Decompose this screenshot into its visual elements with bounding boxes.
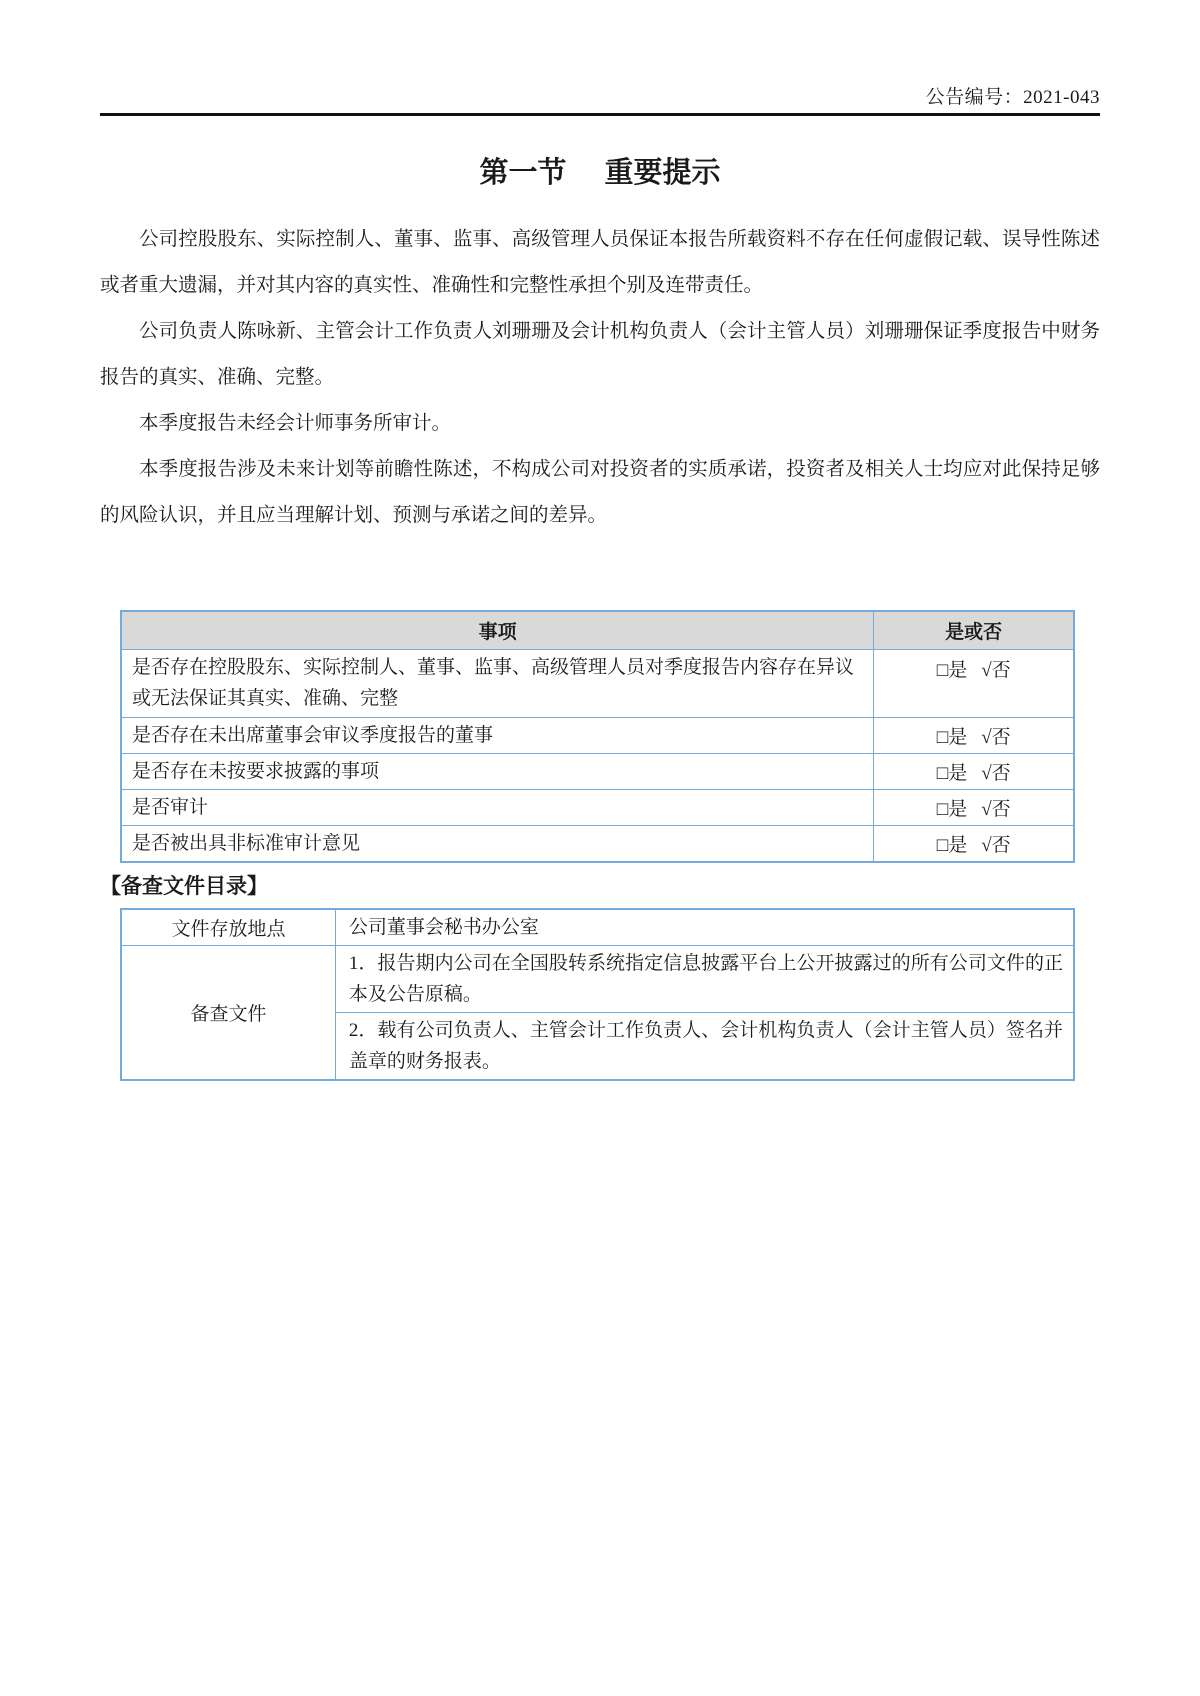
no-checked: √否	[981, 798, 1011, 820]
page-title	[0, 150, 1200, 191]
yes-checkbox: □是	[936, 726, 968, 748]
table-row	[121, 825, 1074, 862]
yes-checkbox: □是	[936, 834, 968, 856]
page-title-section: 第一节	[479, 157, 567, 189]
docs-section-heading: 【备查文件目录】	[100, 875, 268, 898]
item-cell: 是否存在控股股东、实际控制人、董事、监事、高级管理人员对季度报告内容存在异议或无法保证其真实、准确、完整	[121, 649, 874, 717]
answer-cell	[874, 825, 1074, 862]
doc-item-cell: 2．载有公司负责人、主管会计工作负责人、会计机构负责人（会计主管人员）签名并盖章的财务报表。	[335, 1013, 1074, 1081]
answer-cell	[874, 649, 1074, 717]
no-checked: √否	[981, 726, 1011, 748]
item-cell: 是否审计	[121, 789, 874, 825]
storage-label-cell: 文件存放地点	[121, 909, 335, 946]
notice-table	[120, 610, 1075, 863]
item-cell: 是否被出具非标准审计意见	[121, 825, 874, 862]
doc-item-cell: 1．报告期内公司在全国股转系统指定信息披露平台上公开披露过的所有公司文件的正本及公告原稿。	[335, 946, 1074, 1013]
paragraph: 本季度报告涉及未来计划等前瞻性陈述，不构成公司对投资者的实质承诺，投资者及相关人士均应对此保持足够的风险认识，并且应当理解计划、预测与承诺之间的差异。	[100, 459, 1100, 526]
paragraph: 公司控股股东、实际控制人、董事、监事、高级管理人员保证本报告所载资料不存在任何虚假记载、误导性陈述或者重大遗漏，并对其内容的真实性、准确性和完整性承担个别及连带责任。	[100, 229, 1100, 296]
header-rule	[100, 113, 1100, 116]
item-cell: 是否存在未出席董事会审议季度报告的董事	[121, 717, 874, 753]
item-cell: 是否存在未按要求披露的事项	[121, 753, 874, 789]
body-paragraphs	[100, 217, 1100, 539]
answer-cell	[874, 789, 1074, 825]
yes-checkbox: □是	[936, 798, 968, 820]
no-checked: √否	[981, 762, 1011, 784]
paragraph: 本季度报告未经会计师事务所审计。	[139, 413, 452, 434]
notice-table-header-yesno: 是或否	[874, 611, 1074, 649]
page-title-text: 重要提示	[604, 157, 721, 189]
docs-label-cell: 备查文件	[121, 946, 335, 1081]
docs-table	[120, 908, 1075, 1081]
table-row	[121, 909, 1074, 946]
table-row	[121, 789, 1074, 825]
table-row	[121, 717, 1074, 753]
table-row	[121, 753, 1074, 789]
no-checked: √否	[981, 834, 1011, 856]
answer-cell	[874, 753, 1074, 789]
yes-checkbox: □是	[936, 762, 968, 784]
table-row	[121, 649, 1074, 717]
answer-cell	[874, 717, 1074, 753]
notice-table-header-row	[121, 611, 1074, 649]
paragraph: 公司负责人陈咏新、主管会计工作负责人刘珊珊及会计机构负责人（会计主管人员）刘珊珊保证季度报告中财务报告的真实、准确、完整。	[100, 321, 1100, 388]
yes-checkbox: □是	[936, 659, 968, 681]
notice-table-header-item: 事项	[121, 611, 874, 649]
no-checked: √否	[981, 659, 1011, 681]
table-row	[121, 946, 1074, 1013]
doc-number: 公告编号：2021-043	[925, 87, 1100, 108]
storage-value-cell: 公司董事会秘书办公室	[335, 909, 1074, 946]
